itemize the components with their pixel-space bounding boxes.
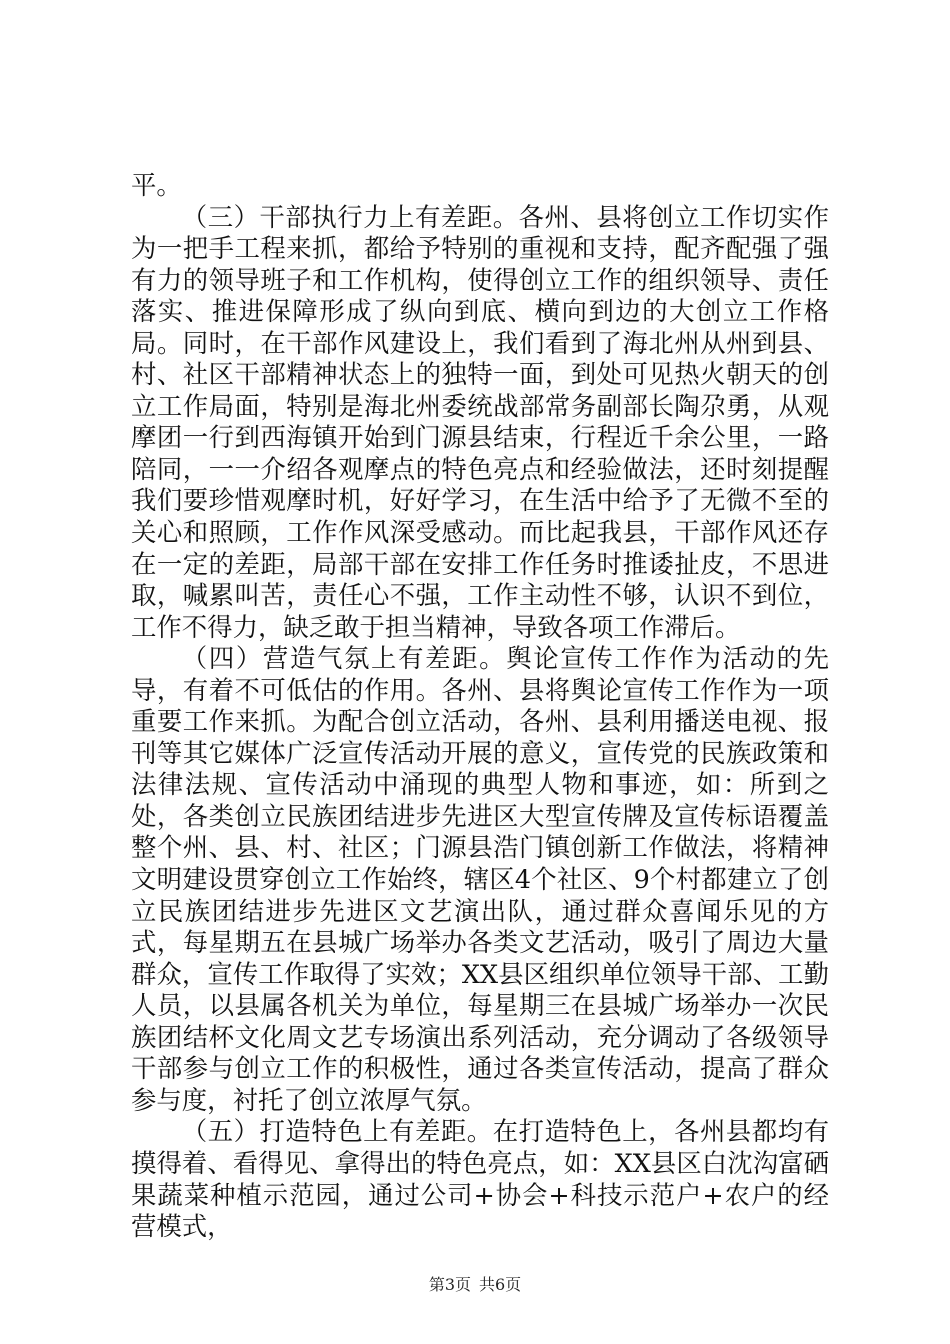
page-total: 共6页 (479, 1275, 522, 1294)
paragraph-section-5: （五）打造特色上有差距。在打造特色上，各州县都均有摸得着、看得见、拿得出的特色亮点，如：XX县区白沈沟富硒果蔬菜种植示范园，通过公司+协会+科技示范户+农户的经营模式， (131, 1116, 829, 1242)
paragraph-section-3: （三）干部执行力上有差距。各州、县将创立工作切实作为一把手工程来抓，都给予特别的重视和支持，配齐配强了强有力的领导班子和工作机构，使得创立工作的组织领导、责任落实、推进保障形成了纵向到底、横向到边的大创立工作格局。同时，在干部作风建设上，我们看到了海北州从州到县、村、社区干部精神状态上的独特一面，到处可见热火朝天的创立工作局面，特别是海北州委统战部常务副部长陶尕勇，从观摩团一行到西海镇开始到门源县结束，行程近千余公里，一路陪同，一一介绍各观摩点的特色亮点和经验做法，还时刻提醒我们要珍惜观摩时机，好好学习，在生活中给予了无微不至的关心和照顾，工作作风深受感动。而比起我县，干部作风还存在一定的差距，局部干部在安排工作任务时推诿扯皮，不思进取，喊累叫苦，责任心不强，工作主动性不够，认识不到位，工作不得力，缺乏敢于担当精神，导致各项工作滞后。 (131, 201, 829, 642)
page-number: 第3页 (428, 1275, 471, 1294)
paragraph-section-4: （四）营造气氛上有差距。舆论宣传工作作为活动的先导，有着不可低估的作用。各州、县将舆论宣传工作作为一项重要工作来抓。为配合创立活动，各州、县利用播送电视、报刊等其它媒体广泛宣传活动开展的意义，宣传党的民族政策和法律法规、宣传活动中涌现的典型人物和事迹，如：所到之处，各类创立民族团结进步先进区大型宣传牌及宣传标语覆盖整个州、县、村、社区；门源县浩门镇创新工作做法，将精神文明建设贯穿创立工作始终，辖区4个社区、9个村都建立了创立民族团结进步先进区文艺演出队，通过群众喜闻乐见的方式，每星期五在县城广场举办各类文艺活动，吸引了周边大量群众，宣传工作取得了实效；XX县区组织单位领导干部、工勤人员，以县属各机关为单位，每星期三在县城广场举办一次民族团结杯文化周文艺专场演出系列活动，充分调动了各级领导干部参与创立工作的积极性，通过各类宣传活动，提高了群众参与度，衬托了创立浓厚气氛。 (131, 643, 829, 1115)
document-body (131, 170, 829, 1243)
paragraph-continuation: 平。 (131, 170, 182, 200)
page-footer (0, 1272, 950, 1295)
